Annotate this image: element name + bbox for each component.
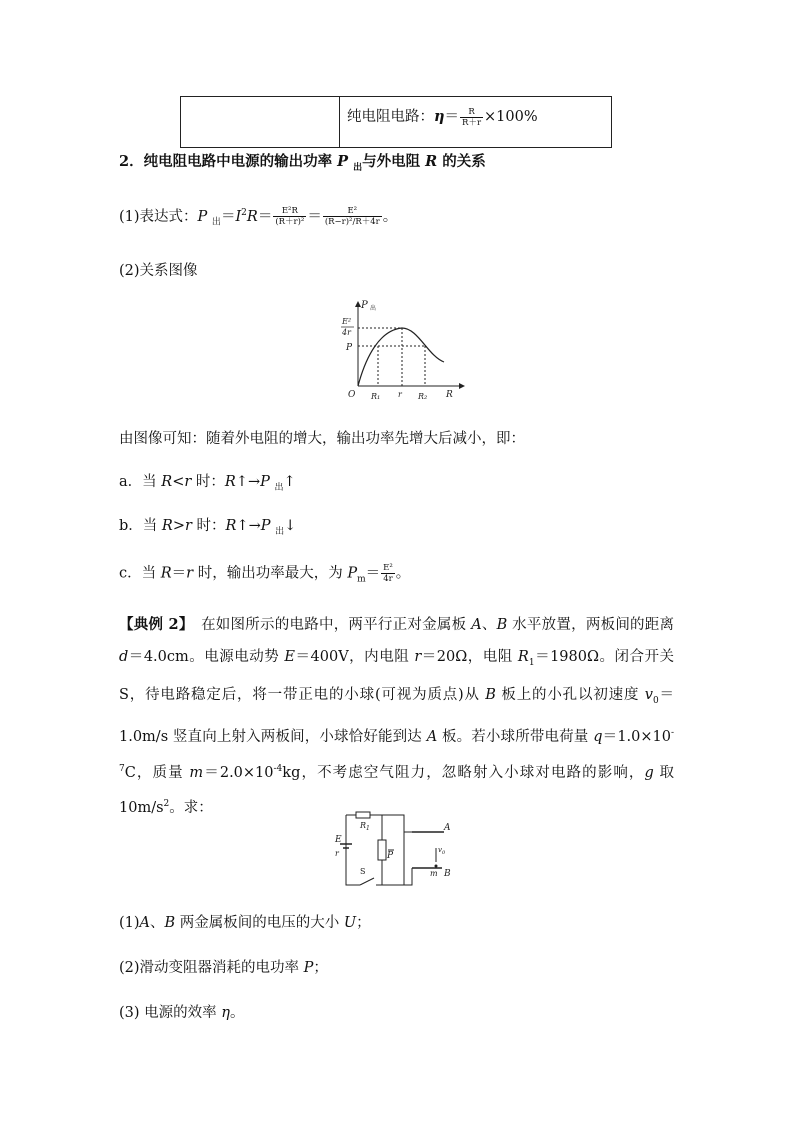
case-c-mid: 时，输出功率最大，为 — [193, 565, 348, 582]
question-3: (3) 电源的效率 η。 — [119, 1005, 245, 1021]
pm-denominator: 4r — [383, 574, 393, 584]
example-body-13: 求： — [183, 800, 213, 817]
r-label: r — [335, 849, 339, 858]
heading-subscript: 出 — [353, 162, 363, 173]
origin-label: O — [348, 390, 356, 400]
heading-text-c: 的关系 — [442, 153, 486, 170]
example-body-12: 取 10m/s — [119, 764, 674, 817]
example-tag: 【典例 2】 — [119, 616, 202, 633]
example-body-11: 不考虑空气阻力，忽略射入小球对电路的影响， — [317, 764, 645, 781]
switch-blade — [360, 878, 374, 885]
case-b: b．当 R>r 时：R↑→P $_出$↓ — [119, 518, 297, 537]
plate-b-wire — [404, 868, 412, 885]
expression-fraction-2 — [323, 206, 382, 227]
value-q: 1.0×10 — [617, 728, 671, 745]
expression-line: (1)表达式：P $_出=I^2R=$ $\frac{\text{E²R}}{\text{(R＋r)²}}$ ＝ $\frac{\text{E²}}{\text{(R−r)²/R＋4r}}$ 。 — [119, 206, 398, 228]
example-body-10: 质量 — [152, 764, 190, 781]
f1-numerator: E²R — [273, 206, 306, 217]
tick-p: P — [346, 343, 353, 353]
pm-numerator: E² — [383, 563, 393, 573]
case-a: a．当 R<r 时：R↑→P $_出$↑ — [119, 474, 296, 493]
example-body-3: 。电源电动势 — [188, 649, 285, 665]
graph-heading: (2)关系图像 — [119, 263, 198, 279]
f2-numerator: E² — [323, 206, 382, 217]
efficiency-label: 纯电阻电路： — [347, 109, 434, 125]
expression-fraction-1 — [273, 206, 306, 227]
fraction-denominator: R＋r — [462, 117, 482, 128]
v0-label: $v_0$ — [438, 846, 446, 856]
value-r1: 1980Ω — [550, 649, 600, 665]
fraction-numerator: R — [460, 107, 483, 118]
circuit-diagram — [332, 810, 466, 890]
case-b-subscript: 出 — [275, 526, 285, 537]
q3-text: (3) 电源的效率 — [119, 1005, 222, 1021]
question-2: (2)滑动变阻器消耗的电功率 P； — [119, 960, 328, 976]
expr-subscript: 出 — [211, 217, 221, 228]
e-label: E — [335, 835, 342, 845]
tick-r: r — [398, 390, 402, 399]
section-number: 2． — [119, 153, 144, 170]
table-cell-efficiency: 纯电阻电路：η＝ $\frac{R}{R+r}$ ×100% — [347, 106, 538, 128]
q1-prefix: (1) — [119, 915, 140, 931]
value-d: 4.0cm — [143, 649, 189, 665]
tick-max-num: E² — [342, 317, 352, 326]
pm-fraction — [381, 563, 395, 584]
example-problem: 【典例 2】 在如图所示的电路中，两平行正对金属板 A、B 水平放置，两板间的距离 d＝4.0cm。电源电动势 E＝400V，内电阻 r＝20Ω，电阻 $R_1=1980\Omega$。闭合开关 S，待电路稳定后，将一带正电的小球(可视为质点)从 B 板上的小孔以初速度 $v_0=1.0m/s$ 竖直向上射入两板间，小球恰好能到达 A 板。若小球所带电荷量 $q=1.0\times 10^{-7}C$，质量 $m=2.0\times 10^{-4}kg$，不考虑空气阻力，忽略射入小球对电路的影响，g 取 $10m/s^2$。求： — [119, 616, 675, 817]
circuit-outer-wire — [346, 815, 404, 885]
heading-text-b: 与外电阻 — [362, 153, 421, 170]
heading-text-a: 纯电阻电路中电源的输出功率 — [143, 153, 333, 170]
x-axis-label: R — [446, 390, 453, 400]
case-b-prefix: b．当 — [119, 518, 162, 534]
a-label: A — [444, 823, 451, 833]
expression-label: (1)表达式： — [119, 208, 198, 225]
y-axis-label: P — [361, 300, 368, 311]
ball — [435, 865, 438, 868]
example-body-2: 水平放置，两板间的距离 — [507, 617, 675, 633]
q2-text: (2)滑动变阻器消耗的电功率 — [119, 960, 304, 976]
r1-label: $R_1$ — [360, 821, 370, 832]
tick-max-den: 4r — [342, 328, 351, 337]
example-body-9: 板。若小球所带电荷量 — [437, 728, 594, 745]
example-body-6: 。闭合开关 S，待电路稳定后，将一带正电的小球(可视为质点)从 — [119, 649, 675, 703]
s-label: S — [360, 867, 366, 876]
b-label: B — [444, 869, 451, 879]
p-label: P — [387, 851, 394, 861]
efficiency-tail: ×100% — [484, 109, 538, 125]
resistor-r1 — [356, 812, 370, 818]
efficiency-fraction — [460, 107, 483, 128]
question-1: (1)A、B 两金属板间的电压的大小 U； — [119, 915, 371, 931]
case-c-prefix: c．当 — [119, 565, 161, 582]
tick-r2: R₂ — [418, 392, 428, 401]
q1-mid: 两金属板间的电压的大小 — [175, 915, 344, 931]
m-label: m — [430, 869, 438, 878]
example-body-5: ，电阻 — [467, 649, 518, 665]
example-body-7: 板上的小孔以初速度 — [495, 686, 645, 703]
graph-conclusion: 由图像可知：随着外电阻的增大，输出功率先增大后减小，即： — [119, 431, 525, 447]
tick-r1: R₁ — [371, 392, 381, 401]
table-divider — [339, 97, 340, 147]
section-heading: 2．纯电阻电路中电源的输出功率 P $_出$与外电阻 R 的关系 — [119, 153, 486, 173]
case-c: c．当 R＝r 时，输出功率最大，为 $P_m=$ $\frac{\text{E²}}{4r}$ 。 — [119, 563, 411, 585]
value-m: 2.0×10 — [219, 764, 274, 781]
example-body-1: 在如图所示的电路中，两平行正对金属板 — [201, 617, 472, 633]
value-e: 400V — [310, 649, 349, 665]
case-a-prefix: a．当 — [119, 474, 162, 490]
circuit-left-wire — [346, 815, 360, 885]
case-a-mid: 时： — [191, 474, 225, 490]
case-a-subscript: 出 — [274, 482, 284, 493]
rheostat — [378, 840, 386, 860]
power-curve — [358, 328, 444, 386]
f2-denominator: (R−r)²/R＋4r — [324, 217, 380, 228]
example-body-4: ，内电阻 — [348, 649, 415, 665]
example-body-8: 竖直向上射入两板间，小球恰好能到达 — [168, 728, 427, 745]
case-b-mid: 时： — [191, 518, 226, 534]
summary-table — [180, 96, 612, 148]
value-r: 20Ω — [436, 649, 468, 665]
value-v0: 1.0m/s — [119, 728, 169, 745]
y-axis-subscript: 出 — [370, 305, 377, 312]
power-resistance-graph — [330, 296, 470, 404]
f1-denominator: (R＋r)² — [275, 217, 305, 228]
